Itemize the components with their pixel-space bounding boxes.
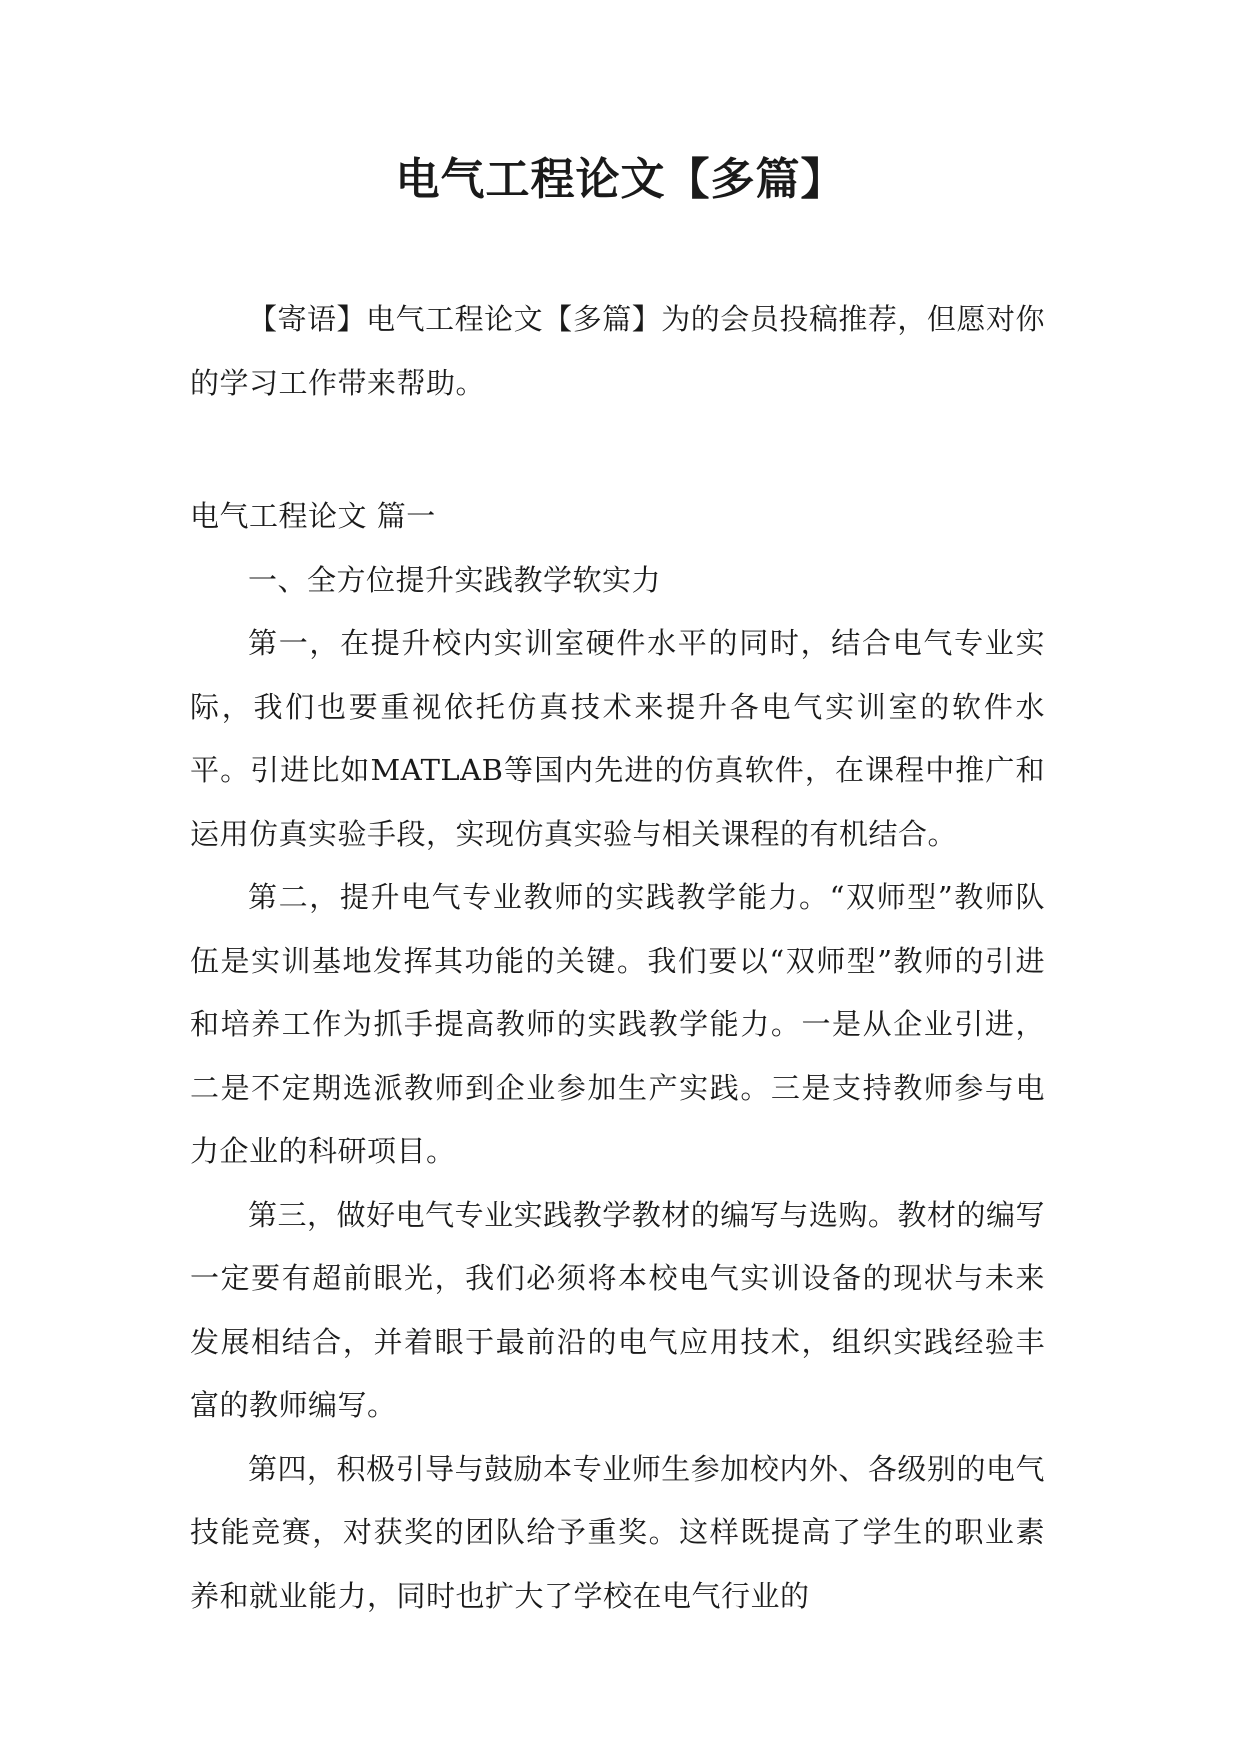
- foreword-paragraph: 【寄语】电气工程论文【多篇】为的会员投稿推荐，但愿对你的学习工作带来帮助。: [190, 302, 1045, 400]
- body-paragraph-2: 第二，提升电气专业教师的实践教学能力。“双师型”教师队伍是实训基地发挥其功能的关键。我们要以“双师型”教师的引进和培养工作为抓手提高教师的实践教学能力。一是从企业引进，二是不定期选派教师到企业参加生产实践。三是支持教师参与电力企业的科研项目。: [190, 880, 1045, 1168]
- section-heading: 一、全方位提升实践教学软实力: [248, 562, 662, 597]
- document-title: 电气工程论文【多篇】: [395, 154, 846, 205]
- section-title: 电气工程论文 篇一: [190, 499, 436, 533]
- body-paragraph-4: 第四，积极引导与鼓励本专业师生参加校内外、各级别的电气技能竞赛，对获奖的团队给予重奖。这样既提高了学生的职业素养和就业能力，同时也扩大了学校在电气行业的: [190, 1451, 1045, 1613]
- body-paragraph-3: 第三，做好电气专业实践教学教材的编写与选购。教材的编写一定要有超前眼光，我们必须将本校电气实训设备的现状与未来发展相结合，并着眼于最前沿的电气应用技术，组织实践经验丰富的教师编写。: [190, 1197, 1045, 1422]
- body-paragraph-1: 第一，在提升校内实训室硬件水平的同时，结合电气专业实际，我们也要重视依托仿真技术来提升各电气实训室的软件水平。引进比如MATLAB等国内先进的仿真软件，在课程中推广和运用仿真实验手段，实现仿真实验与相关课程的有机结合。: [190, 626, 1045, 851]
- document-body: [190, 288, 1045, 1628]
